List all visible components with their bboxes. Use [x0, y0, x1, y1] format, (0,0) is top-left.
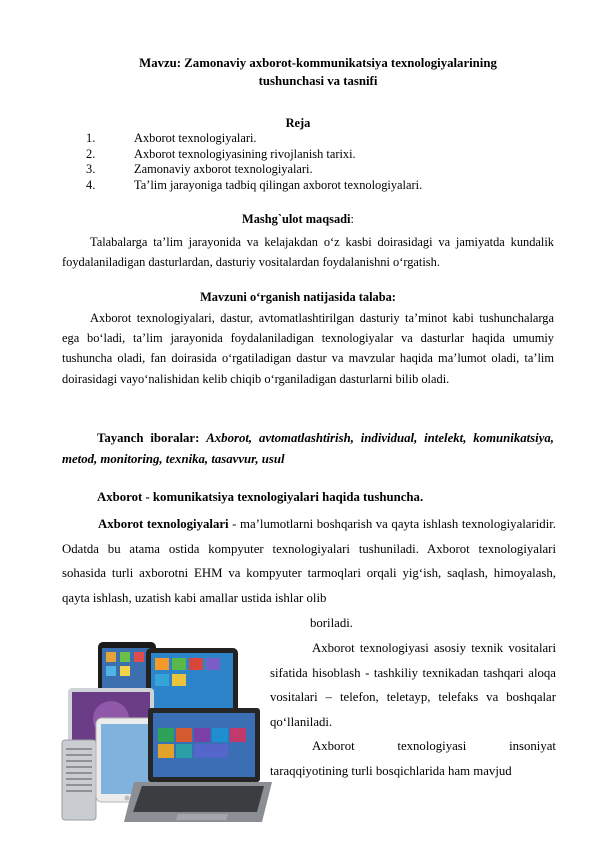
list-item-text: Zamonaviy axborot texnologiyalari. — [134, 162, 313, 177]
list-item-number: 4. — [86, 177, 96, 192]
devices-illustration — [60, 636, 272, 836]
list-item — [86, 162, 422, 178]
list-item — [86, 131, 422, 147]
outcome-heading: Mavzuni o‘rganish natijasida talaba: — [200, 290, 396, 304]
goal-heading-text: Mashg`ulot maqsadi — [242, 212, 351, 226]
keywords-label: Tayanch iboralar: — [97, 431, 200, 445]
title-line-2: tushunchasi va tasnifi — [258, 74, 378, 88]
plan-heading: Reja — [285, 116, 311, 130]
goal-heading-colon: : — [350, 212, 354, 226]
tablet-landscape-image — [146, 648, 238, 714]
outcome-paragraph: Axborot texnologiyalari, dastur, avtomatlashtirilgan dasturiy ta’minot kabi tushunchalarga ega bo‘ladi, ta’lim jarayonida foydalaniladigan texnologiyalar va dasturlar haqida umumiy tushuncha oladi, fan doirasida o‘rgatiladigan dastur va mavzular haqida ma’lumot oladi, ta’lim doirasidagi vayo‘nalishidan kelib chiqib o‘rganiladigan dasturlarni bilib oladi. — [62, 311, 554, 386]
definition-paragraph — [62, 512, 556, 611]
keywords-terms: Axborot, avtomatlashtirish, individual, intelekt, komunikatsiya, metod, monitoring, texnika, tasavvur, usul — [62, 431, 554, 466]
list-item — [86, 178, 422, 194]
plan-list — [86, 131, 422, 193]
list-item — [86, 147, 422, 163]
list-item-text: Axborot texnologiyasining rivojlanish tarixi. — [134, 146, 356, 161]
list-item-number: 3. — [86, 162, 96, 177]
definition-text: - ma’lumotlarni boshqarish va qayta ishlash texnologiyalaridir. Odatda bu atama ostida kompyuter texnologiyalari tushuniladi. Axborot texnologiyalari sohasida turli axborotni EHM va kompyuter tarmoqlari orqali yig‘ish, saqlash, himoyalash, qayta ishlash, uzatish kabi amallar ustida ishlar olib — [62, 517, 557, 606]
section-heading: Axborot - komunikatsiya texnologiyalari haqida tushuncha. — [97, 490, 424, 504]
list-item-text: Axborot texnologiyalari. — [134, 131, 257, 145]
title-line-1: Mavzu: Zamonaviy axborot-kommunikatsiya texnologiyalarining — [139, 56, 497, 70]
list-item-number: 2. — [86, 146, 96, 161]
history-paragraph: Axborot texnologiyasi insoniyat taraqqiyotining turli bosqichlarida ham mavjud — [270, 739, 556, 778]
list-item-number: 1. — [86, 131, 96, 145]
list-item-text: Ta’lim jarayoniga tadbiq qilingan axborot texnologiyalari. — [134, 177, 423, 192]
document-title — [80, 54, 556, 90]
definition-lead: Axborot texnologiyalari — [98, 517, 229, 531]
keywords-paragraph — [62, 428, 554, 470]
goal-heading — [0, 212, 596, 227]
technical-means-paragraph: Axborot texnologiyasi asosiy texnik vositalari sifatida hisoblash - tashkiliy texnikadan tashqari aloqa vositalari – telefon, teletayp, telefaks va boshqalar qo‘llaniladi. — [270, 641, 556, 730]
definition-tail: boriladi. — [310, 616, 354, 630]
computer-tower-image — [62, 740, 96, 820]
goal-paragraph: Talabalarga ta’lim jarayonida va kelajakdan o‘z kasbi doirasidagi va jamiyatda kundalik foydalaniladigan dasturlardan, dasturiy vositalardan foydalanishni o‘rgatish. — [62, 235, 554, 269]
